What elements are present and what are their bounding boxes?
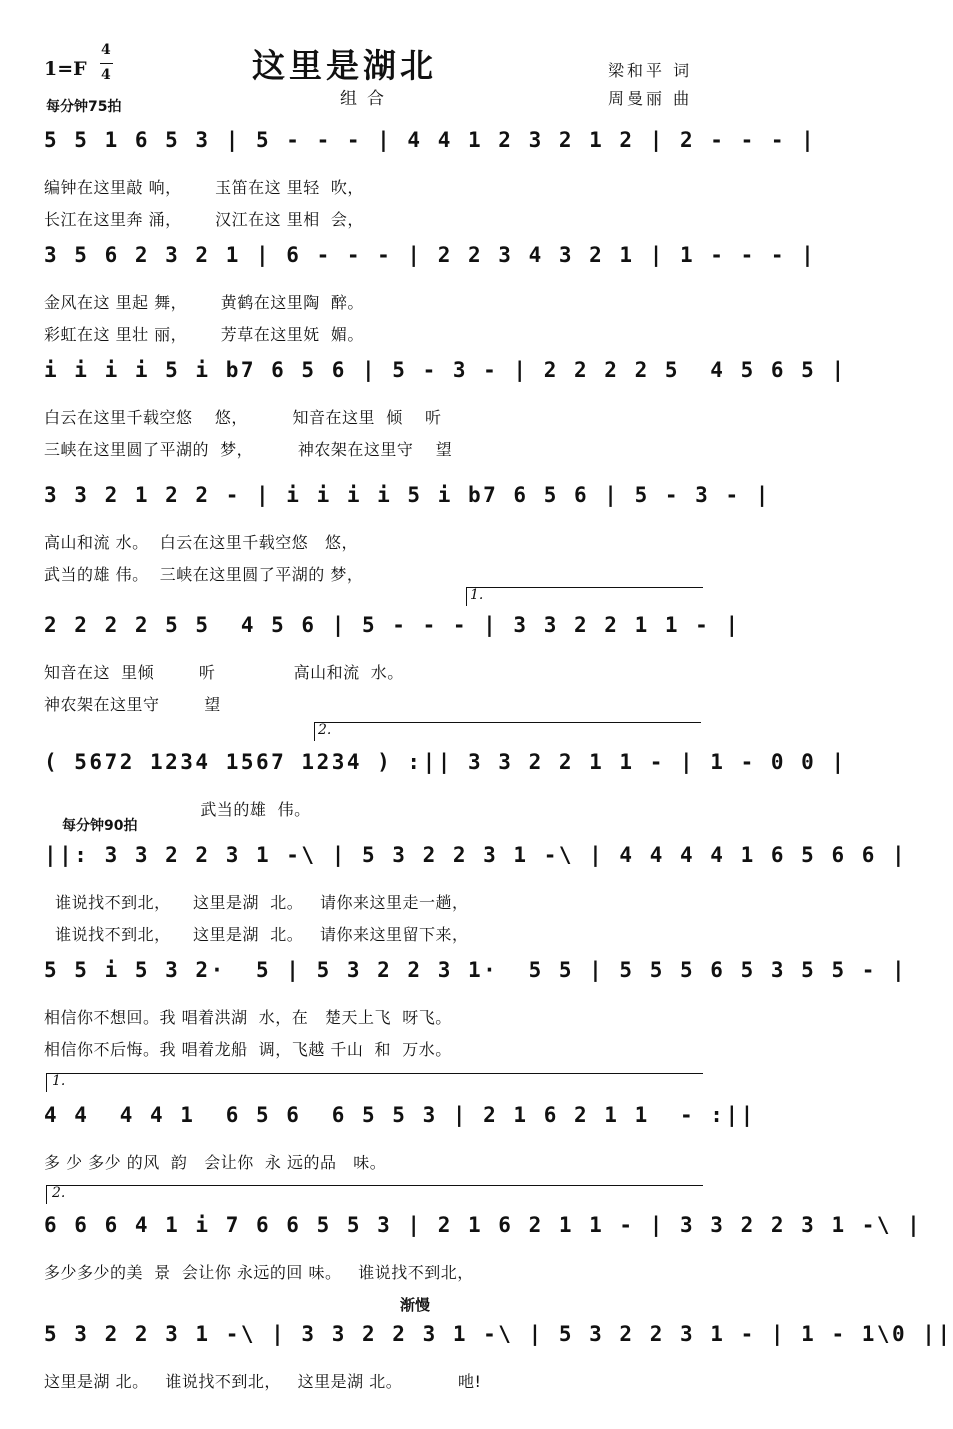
volta-bracket-1 <box>466 587 703 606</box>
lyric-verse-2: 谁说找不到北， 这里是湖 北。 请你来这里留下来， <box>44 925 469 944</box>
lyric-verse-2: 彩虹在这 里壮 丽， 芳草在这里妩 媚。 <box>44 325 364 344</box>
notation-line: ||: 3 3 2 2 3 1 -\ | 5 3 2 2 3 1 -\ | 4 4 4 4 1 6 5 6 6 | <box>44 843 908 867</box>
volta-label-2: 2. <box>318 722 332 738</box>
notation-line: 6 6 6 4 1 i 7 6 6 5 5 3 | 2 1 6 2 1 1 - | 3 3 2 2 3 1 -\ | <box>44 1213 923 1237</box>
time-signature-top: 4 <box>101 42 111 58</box>
volta-label-1: 1. <box>470 587 484 603</box>
lyric-verse-2: 相信你不后悔。我 唱着龙船 调，飞越 千山 和 万水。 <box>44 1040 452 1059</box>
lyric-verse-2: 神农架在这里守 望 <box>44 695 221 714</box>
lyric-verse-2: 长江在这里奔 涌， 汉江在这 里相 会， <box>44 210 364 229</box>
lyric-verse-1: 知音在这 里倾 听 高山和流 水。 <box>44 663 404 682</box>
key-signature: 1=F <box>44 58 87 80</box>
tempo-marking-90: 每分钟90拍 <box>62 818 138 834</box>
lyric-verse-1: 多 少 多少 的风 韵 会让你 永 远的品 味。 <box>44 1153 387 1172</box>
time-signature-line <box>100 63 113 64</box>
lyric-verse-1: 多少多少的美 景 会让你 永远的回 味。 谁说找不到北， <box>44 1263 474 1282</box>
volta-bracket-2 <box>314 722 701 741</box>
song-title: 这里是湖北 <box>252 46 437 85</box>
notation-line: 3 5 6 2 3 2 1 | 6 - - - | 2 2 3 4 3 2 1 | 1 - - - | <box>44 243 817 267</box>
ritardando-marking: 渐慢 <box>400 1296 431 1314</box>
lyric-verse-1: 白云在这里千载空悠 悠， 知音在这里 倾 听 <box>44 408 442 427</box>
lyric-verse-1: 这里是湖 北。 谁说找不到北， 这里是湖 北。 吔! <box>44 1372 482 1391</box>
lyric-verse-1: 高山和流 水。 白云在这里千载空悠 悠， <box>44 533 359 552</box>
lyric-verse-1: 武当的雄 伟。 <box>44 800 311 819</box>
tempo-marking-75: 每分钟75拍 <box>46 99 122 115</box>
notation-line: 4 4 4 4 1 6 5 6 6 5 5 3 | 2 1 6 2 1 1 - :|| <box>44 1103 756 1127</box>
lyric-verse-2: 武当的雄 伟。 三峡在这里圆了平湖的 梦， <box>44 565 364 584</box>
lyricist-credit: 梁和平 词 <box>608 61 693 80</box>
notation-line: 5 5 1 6 5 3 | 5 - - - | 4 4 1 2 3 2 1 2 | 2 - - - | <box>44 128 817 152</box>
song-subtitle: 组合 <box>340 89 394 109</box>
notation-line: i i i i 5 i b7 6 5 6 | 5 - 3 - | 2 2 2 2 5 4 5 6 5 | <box>44 358 847 382</box>
time-signature-bottom: 4 <box>101 67 111 83</box>
lyric-verse-2: 三峡在这里圆了平湖的 梦， 神农架在这里守 望 <box>44 440 453 459</box>
lyric-verse-1: 相信你不想回。我 唱着洪湖 水，在 楚天上飞 呀飞。 <box>44 1008 452 1027</box>
lyric-verse-1: 编钟在这里敲 响， 玉笛在这 里轻 吹， <box>44 178 364 197</box>
notation-line: 5 5 i 5 3 2· 5 | 5 3 2 2 3 1· 5 5 | 5 5 5 6 5 3 5 5 - | <box>44 958 908 982</box>
volta-label-first-ending: 1. <box>52 1073 66 1089</box>
notation-line: 3 3 2 1 2 2 - | i i i i 5 i b7 6 5 6 | 5 - 3 - | <box>44 483 771 507</box>
notation-line: ( 5672 1234 1567 1234 ) :|| 3 3 2 2 1 1 - | 1 - 0 0 | <box>44 750 847 774</box>
volta-bracket-first-ending <box>46 1073 703 1092</box>
volta-bracket-second-ending <box>46 1185 703 1204</box>
lyric-verse-1: 谁说找不到北， 这里是湖 北。 请你来这里走一趟， <box>44 893 469 912</box>
composer-credit: 周曼丽 曲 <box>608 89 693 108</box>
volta-label-second-ending: 2. <box>52 1185 66 1201</box>
lyric-verse-1: 金风在这 里起 舞， 黄鹤在这里陶 醉。 <box>44 293 364 312</box>
notation-line: 2 2 2 2 5 5 4 5 6 | 5 - - - | 3 3 2 2 1 1 - | <box>44 613 741 637</box>
notation-line: 5 3 2 2 3 1 -\ | 3 3 2 2 3 1 -\ | 5 3 2 2 3 1 - | 1 - 1\0 || <box>44 1322 953 1346</box>
